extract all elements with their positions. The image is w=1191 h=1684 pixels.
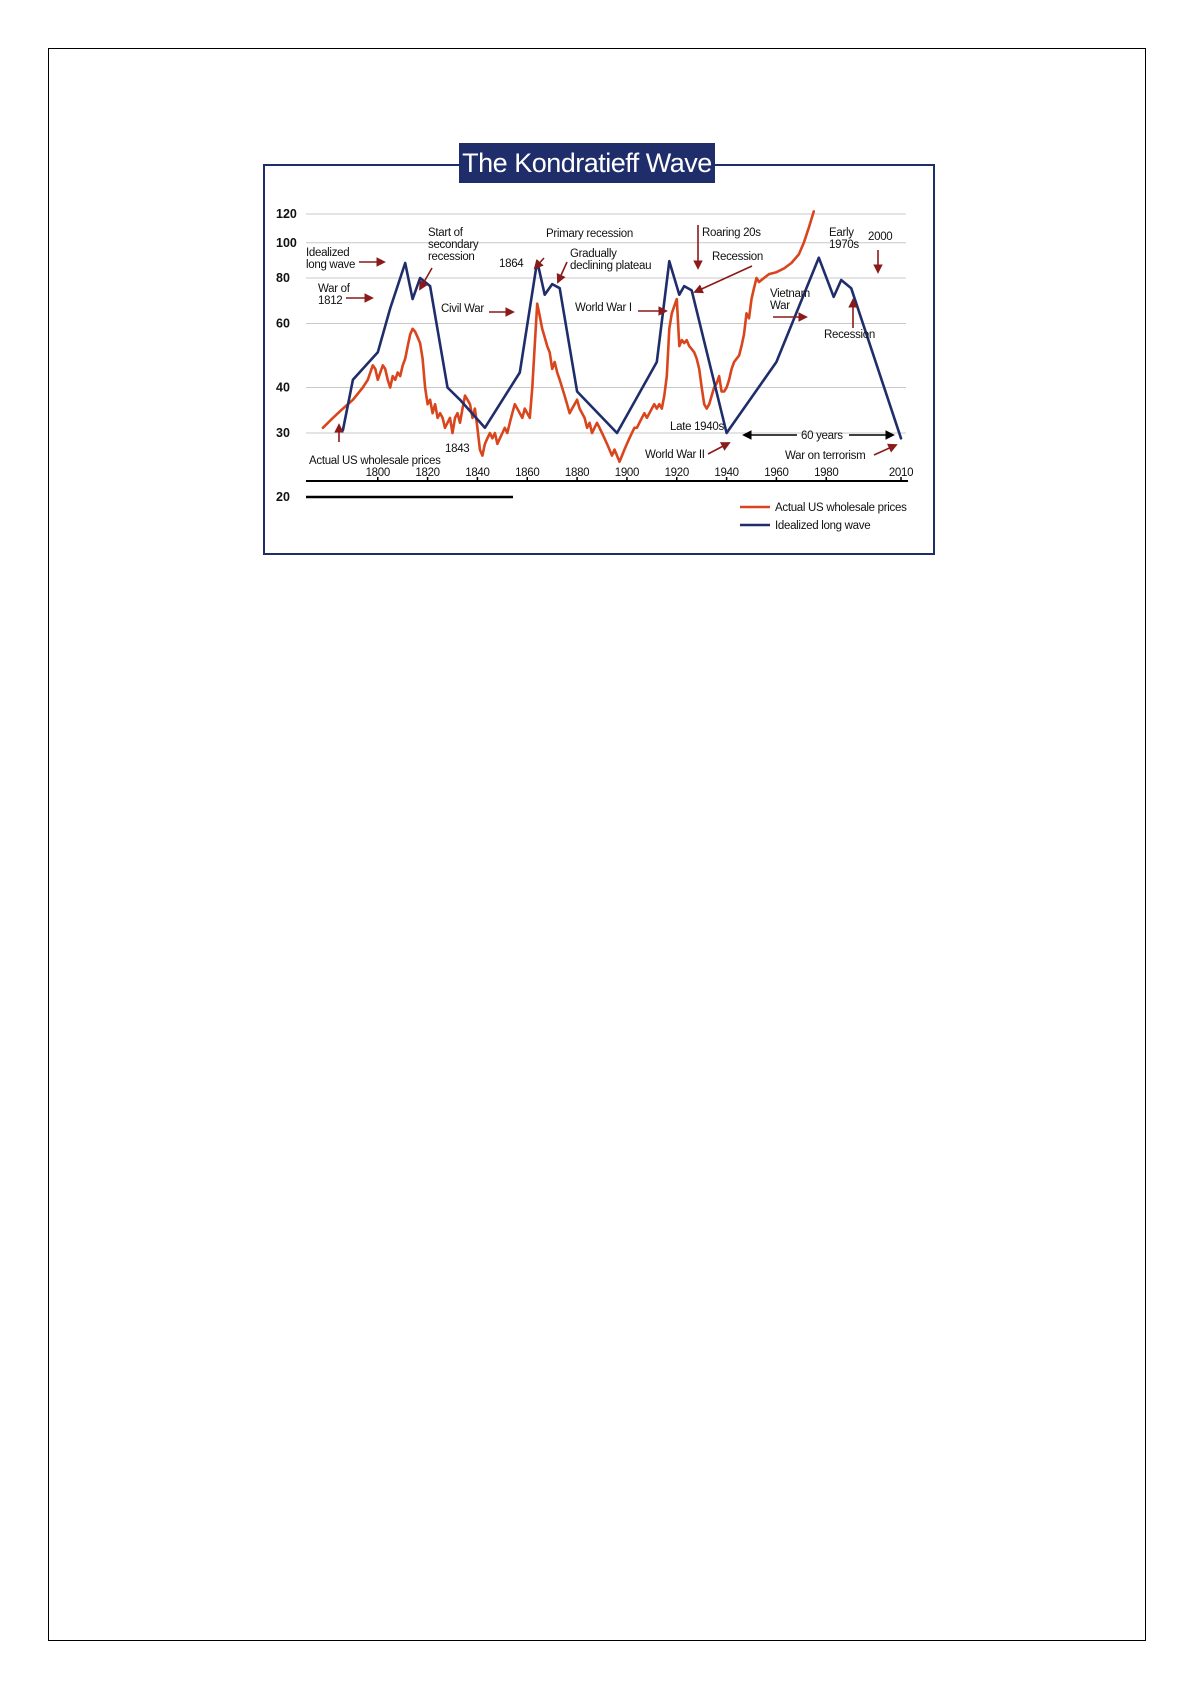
x-tick-label: 1940 [714,467,739,479]
annotation-vietnam-war: War [770,300,790,312]
annotation-roaring-20s: Roaring 20s [702,227,761,239]
annotation-war-on-terrorism: War on terrorism [785,450,866,462]
annotation-1864: 1864 [499,258,524,270]
x-tick-label: 1860 [515,467,540,479]
annotation-gradually-declining-plateau: Gradually [570,248,617,260]
arrow-war-on-terrorism [874,445,896,455]
x-tick-label: 1880 [564,467,590,479]
y-tick-label: 40 [276,380,290,395]
annotation-secondary-recession: Start of [428,227,463,239]
annotation-2000: 2000 [868,231,893,243]
series-idealized-long-wave [343,258,901,439]
annotation-vietnam-war: Vietnam [770,288,810,300]
annotation-idealized-long-wave: long wave [306,259,356,271]
y-tick-label: 100 [276,235,297,250]
annotation-early-1970s: 1970s [829,239,859,251]
x-tick-label: 1900 [614,467,640,479]
annotation-1843: 1843 [445,443,470,455]
annotation-recession-1980s: Recession [824,329,875,341]
legend-label: Actual US wholesale prices [775,502,907,514]
x-tick-label: 1960 [764,467,789,479]
x-tick-label: 1800 [365,467,390,479]
annotation-world-war-1: World War I [575,302,632,314]
x-tick-label: 1820 [415,467,440,479]
annotation-60-years: 60 years [801,430,843,442]
arrow-world-war-2 [708,443,729,454]
x-tick-label: 2010 [888,467,914,479]
annotation-gradually-declining-plateau: declining plateau [570,260,652,272]
annotation-idealized-long-wave: Idealized [306,247,350,259]
x-tick-label: 1840 [465,467,490,479]
y-tick-label: 120 [276,207,297,221]
annotation-late-1940s: Late 1940s [670,421,724,433]
chart-title: The Kondratieff Wave [459,143,715,183]
annotation-war-of-1812: War of [318,283,350,295]
annotation-actual-prices: Actual US wholesale prices [309,455,441,467]
annotation-early-1970s: Early [829,227,854,239]
arrow-recession-1920s [695,266,752,292]
y-tick-label: 20 [276,490,290,504]
y-tick-label: 30 [276,425,290,440]
annotation-recession-1920s: Recession [712,251,763,263]
legend-label: Idealized long wave [775,520,871,532]
annotation-primary-recession: Primary recession [546,228,633,240]
arrow-gradually-declining-plateau [558,262,567,282]
annotation-secondary-recession: recession [428,251,475,263]
annotation-civil-war: Civil War [441,303,484,315]
annotation-war-of-1812: 1812 [318,295,343,307]
annotation-world-war-2: World War II [645,449,705,461]
x-tick-label: 1980 [814,467,839,479]
y-tick-label: 60 [276,316,290,331]
annotation-secondary-recession: secondary [428,239,479,251]
y-tick-label: 80 [276,271,290,286]
x-tick-label: 1920 [664,467,689,479]
